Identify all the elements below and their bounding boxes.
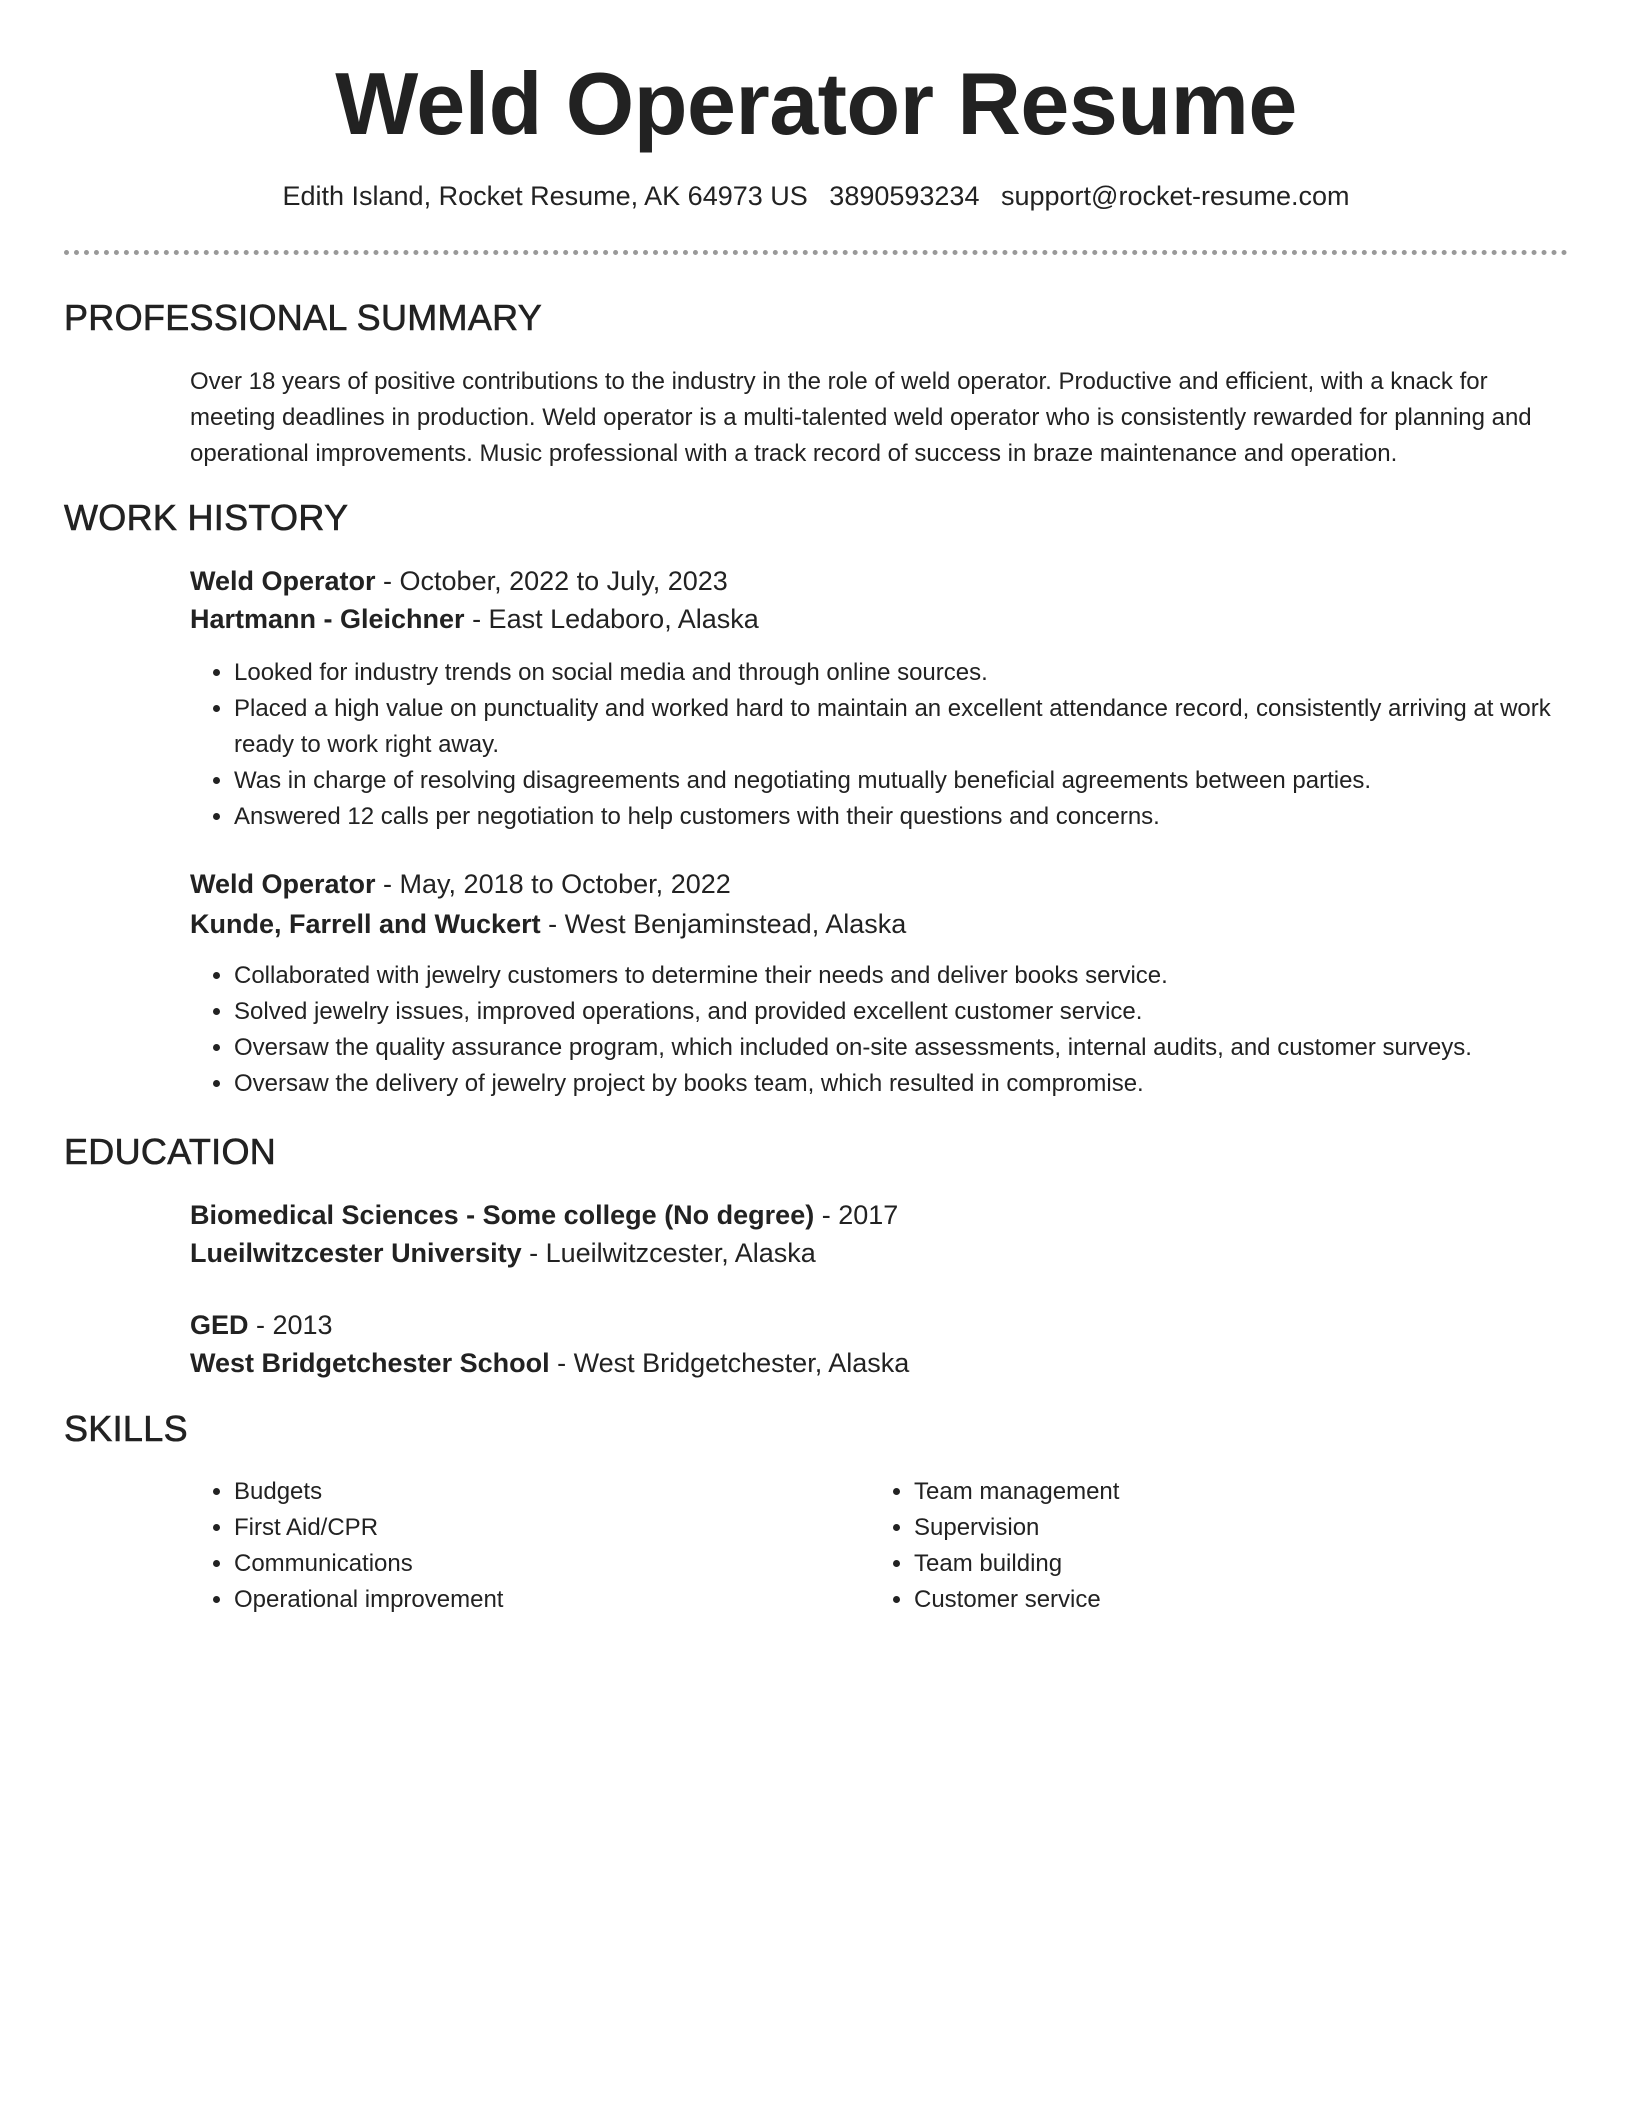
section-title-education: EDUCATION xyxy=(64,1131,277,1172)
summary-text: Over 18 years of positive contributions to the industry in the role of weld operator. Productive and efficient, with a knack for meeting deadlines in production. Weld operator is a multi-talented weld operator who is consistently rewarded for planning and operational improvements. Music professional with a track record of success in braze maintenance and operation. xyxy=(190,368,1532,467)
skills-list-left xyxy=(190,1474,834,1618)
education-1-degree: Biomedical Sciences - Some college (No degree) xyxy=(190,1200,815,1230)
list-item: • Oversaw the quality assurance program, which included on-site assessments, internal audits, and customer surveys. xyxy=(234,1030,1604,1066)
job-2-dates: - May, 2018 to October, 2022 xyxy=(375,869,731,899)
education-2-school-line xyxy=(190,1345,909,1381)
list-item: • Communications xyxy=(234,1546,834,1582)
list-item: • Budgets xyxy=(234,1474,834,1510)
list-item: • Customer service xyxy=(914,1582,1514,1618)
job-2-location: - West Benjaminstead, Alaska xyxy=(540,909,907,939)
job-1-company: Hartmann - Gleichner xyxy=(190,604,465,634)
job-2-bullets xyxy=(190,958,1604,1102)
contact-email: support@rocket-resume.com xyxy=(1000,181,1350,211)
job-1-title-line xyxy=(190,563,728,599)
list-item: • Answered 12 calls per negotiation to help customers with their questions and concerns. xyxy=(234,799,1604,835)
list-item: • Oversaw the delivery of jewelry project by books team, which resulted in compromise. xyxy=(234,1066,1604,1102)
job-2-company-line xyxy=(190,906,906,942)
job-1-position: Weld Operator xyxy=(190,566,376,596)
list-item: • Was in charge of resolving disagreements and negotiating mutually beneficial agreements between parties. xyxy=(234,763,1604,799)
list-item: • Supervision xyxy=(914,1510,1514,1546)
education-1-location: - Lueilwitzcester, Alaska xyxy=(521,1238,816,1268)
contact-phone: 3890593234 xyxy=(829,181,980,211)
skills-list-right xyxy=(870,1474,1514,1618)
list-item: • Placed a high value on punctuality and worked hard to maintain an excellent attendance record, consistently arriving at work ready to work right away. xyxy=(234,691,1604,763)
job-2-title-line xyxy=(190,866,731,902)
section-title-summary: PROFESSIONAL SUMMARY xyxy=(64,297,543,338)
list-item: • Team management xyxy=(914,1474,1514,1510)
job-2-position: Weld Operator xyxy=(190,869,376,899)
list-item: • First Aid/CPR xyxy=(234,1510,834,1546)
education-2-degree-line xyxy=(190,1307,333,1343)
job-1-dates: - October, 2022 to July, 2023 xyxy=(375,566,728,596)
list-item: • Collaborated with jewelry customers to determine their needs and deliver books service. xyxy=(234,958,1604,994)
education-1-degree-line xyxy=(190,1197,898,1233)
job-1-company-line xyxy=(190,601,759,637)
education-2-degree: GED xyxy=(190,1310,249,1340)
list-item: • Team building xyxy=(914,1546,1514,1582)
list-item: • Solved jewelry issues, improved operations, and provided excellent customer service. xyxy=(234,994,1604,1030)
list-item: • Looked for industry trends on social media and through online sources. xyxy=(234,655,1604,691)
education-2-location: - West Bridgetchester, Alaska xyxy=(549,1348,910,1378)
section-title-work-history: WORK HISTORY xyxy=(64,497,349,538)
contact-line xyxy=(0,178,1632,214)
contact-address: Edith Island, Rocket Resume, AK 64973 US xyxy=(282,181,808,211)
job-1-bullets xyxy=(190,655,1604,835)
education-2-year: - 2013 xyxy=(248,1310,333,1340)
education-1-school: Lueilwitzcester University xyxy=(190,1238,522,1268)
education-1-school-line xyxy=(190,1235,816,1271)
job-2-company: Kunde, Farrell and Wuckert xyxy=(190,909,541,939)
job-1-location: - East Ledaboro, Alaska xyxy=(464,604,759,634)
resume-title: Weld Operator Resume xyxy=(335,54,1297,153)
section-title-skills: SKILLS xyxy=(64,1408,188,1449)
education-1-year: - 2017 xyxy=(814,1200,899,1230)
education-2-school: West Bridgetchester School xyxy=(190,1348,550,1378)
list-item: • Operational improvement xyxy=(234,1582,834,1618)
header-divider xyxy=(64,250,1568,255)
